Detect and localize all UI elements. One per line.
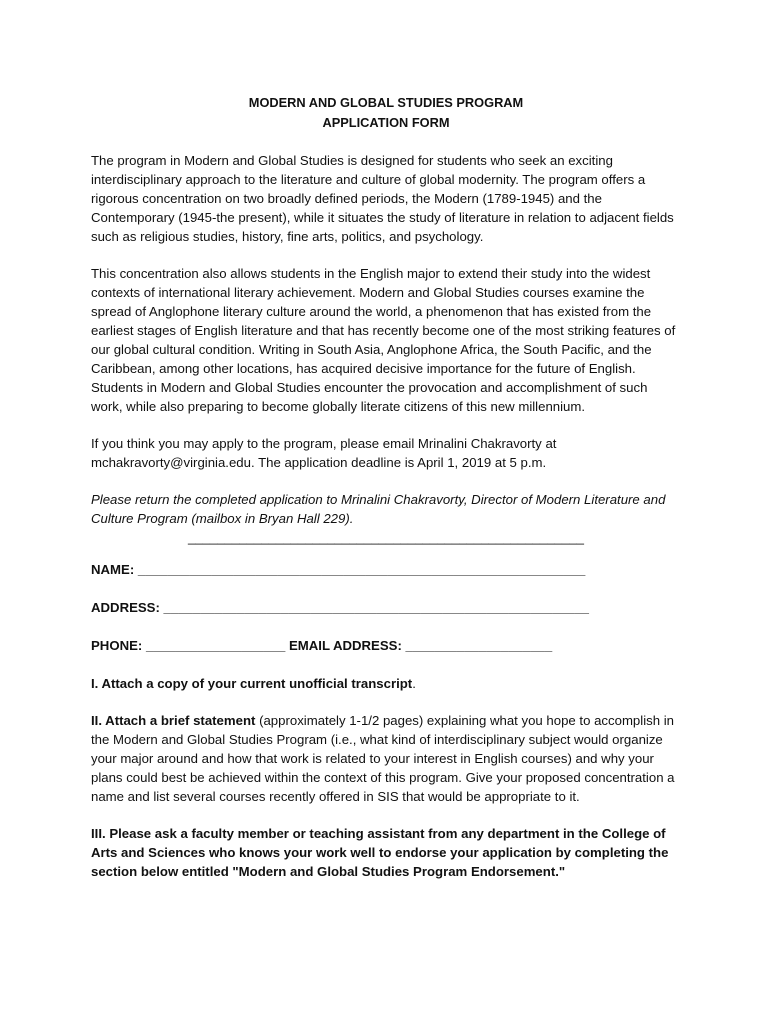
instruction-item-1 [91,674,681,693]
form-subtitle: APPLICATION FORM [322,114,450,130]
return-instructions: Please return the completed application to Mrinalini Chakravorty, Director of Modern Literature and Culture Program (mailbox in Bryan Hall 229). [91,492,666,526]
address-field[interactable]: __________________________________________________________ [163,600,589,615]
instruction-item-1-tail: . [412,676,416,691]
email-label: EMAIL ADDRESS: [289,638,402,653]
contact-paragraph: If you think you may apply to the program, please email Mrinalini Chakravorty at mchakravorty@virginia.edu. The application deadline is April 1, 2019 at 5 p.m. [91,436,557,470]
instruction-item-2-text: (approximately 1-1/2 pages) explaining what you hope to accomplish in the Modern and Global Studies Program (i.e., what kind of interdisciplinary subject would organize your major around and how that work is related to your interest in English courses) and why your plans could best be achieved within the context of this program. Give your proposed concentration a name and list several courses recently offered in SIS that would be appropriate to it. [91,713,675,804]
email-field[interactable]: ____________________ [405,638,553,653]
program-title: MODERN AND GLOBAL STUDIES PROGRAM [248,95,524,110]
name-field-row [91,560,681,579]
phone-label: PHONE: [91,638,143,653]
name-label: NAME: [91,562,135,577]
intro-paragraph: The program in Modern and Global Studies is designed for students who seek an exciting interdisciplinary approach to the literature and culture of global modernity. The program offers a rigorous concentration on two broadly defined periods, the Modern (1789-1945) and the Contemporary (1945-the present), while it situates the study of literature in relation to adjacent fields such as religious studies, history, fine arts, politics, and psychology. [91,153,674,244]
concentration-paragraph: This concentration also allows students in the English major to extend their study into the widest contexts of international literary achievement. Modern and Global Studies courses examine the spread of Anglophone literary culture around the world, a phenomenon that has existed from the earliest stages of English literature and that has recently become one of the most striking features of our global cultural condition. Writing in South Asia, Anglophone Africa, the South Pacific, and the Caribbean, among other locations, has acquired decisive importance for the future of English. Students in Modern and Global Studies encounter the provocation and accomplishment of such work, while also preparing to become globally literate citizens of this new millennium. [91,266,676,414]
form-title [91,93,681,132]
instruction-item-2-heading: II. Attach a brief statement [91,713,256,728]
application-form-page [91,93,681,894]
divider: ______________________________________________________ [187,530,585,545]
name-field[interactable]: _____________________________________________________________ [137,562,586,577]
phone-field[interactable]: ___________________ [145,638,286,653]
instruction-item-3: III. Please ask a faculty member or teaching assistant from any department in the College of Arts and Sciences who knows your work well to endorse your application by completing the section below entitled "Modern and Global Studies Program Endorsement." [91,826,669,879]
address-label: ADDRESS: [91,600,160,615]
instruction-item-1-heading: I. Attach a copy of your current unofficial transcript [91,676,413,691]
instruction-item-2 [91,711,681,806]
phone-email-field-row [91,636,681,655]
address-field-row [91,598,681,617]
